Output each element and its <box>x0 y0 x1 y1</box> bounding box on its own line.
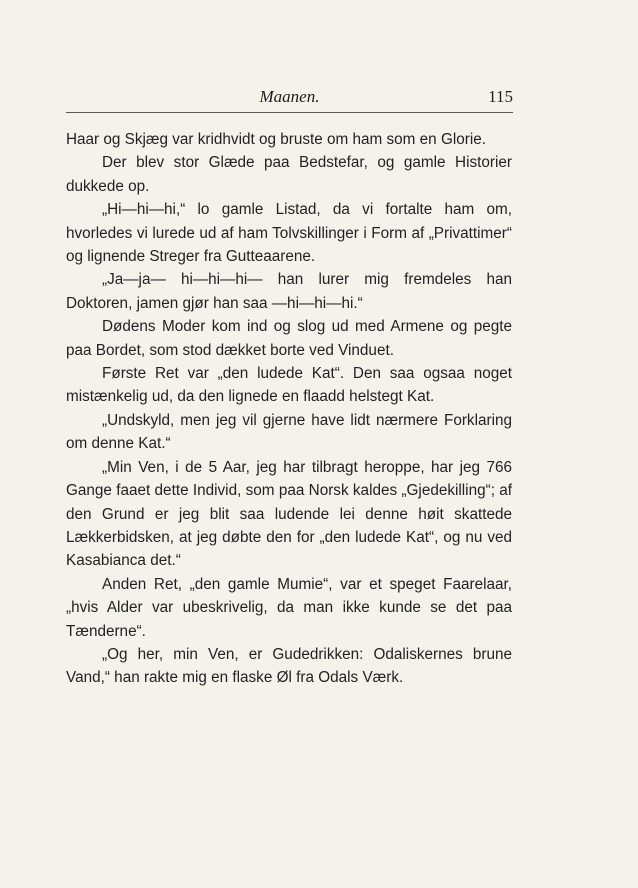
paragraph: „Hi—hi—hi,“ lo gamle Listad, da vi fortalte ham om, hvorledes vi lurede ud af ham Tolvskillinger i Form af „Privattimer“ og lignende Streger fra Gutteaarene. <box>66 201 512 266</box>
page-header <box>66 86 513 113</box>
paragraph: Haar og Skjæg var kridhvidt og bruste om ham som en Glorie. <box>66 131 486 148</box>
body-text <box>66 128 512 690</box>
paragraph: Der blev stor Glæde paa Bedstefar, og gamle Historier dukkede op. <box>66 154 512 195</box>
page-number: 115 <box>488 87 513 106</box>
paragraph: Anden Ret, „den gamle Mumie“, var et speget Faarelaar, „hvis Alder var ubeskrivelig, da man ikke kunde se det paa Tænderne“. <box>66 575 512 640</box>
running-title: Maanen. <box>259 87 320 106</box>
paragraph: Dødens Moder kom ind og slog ud med Armene og pegte paa Bordet, som stod dækket borte ved Vinduet. <box>66 318 512 359</box>
paragraph: „Og her, min Ven, er Gudedrikken: Odaliskernes brune Vand,“ han rakte mig en flaske Øl fra Odals Værk. <box>66 645 512 687</box>
paragraph: „Undskyld, men jeg vil gjerne have lidt nærmere Forklaring om denne Kat.“ <box>66 411 512 453</box>
paragraph: „Ja—ja— hi—hi—hi— han lurer mig fremdeles han Doktoren, jamen gjør han saa —hi—hi—hi.“ <box>66 271 512 312</box>
paragraph: „Min Ven, i de 5 Aar, jeg har tilbragt heroppe, har jeg 766 Gange faaet dette Individ, som paa Norsk kaldes „Gjedekilling“; af den Grund er jeg blit saa ludende lei denne høit skattede Lækkerbidsken, at jeg døbte den for „den ludede Kat“, og nu ved Kasabianca det.“ <box>66 458 512 570</box>
paragraph: Første Ret var „den ludede Kat“. Den saa ogsaa noget mistænkelig ud, da den lignede en flaadd helstegt Kat. <box>66 365 512 406</box>
